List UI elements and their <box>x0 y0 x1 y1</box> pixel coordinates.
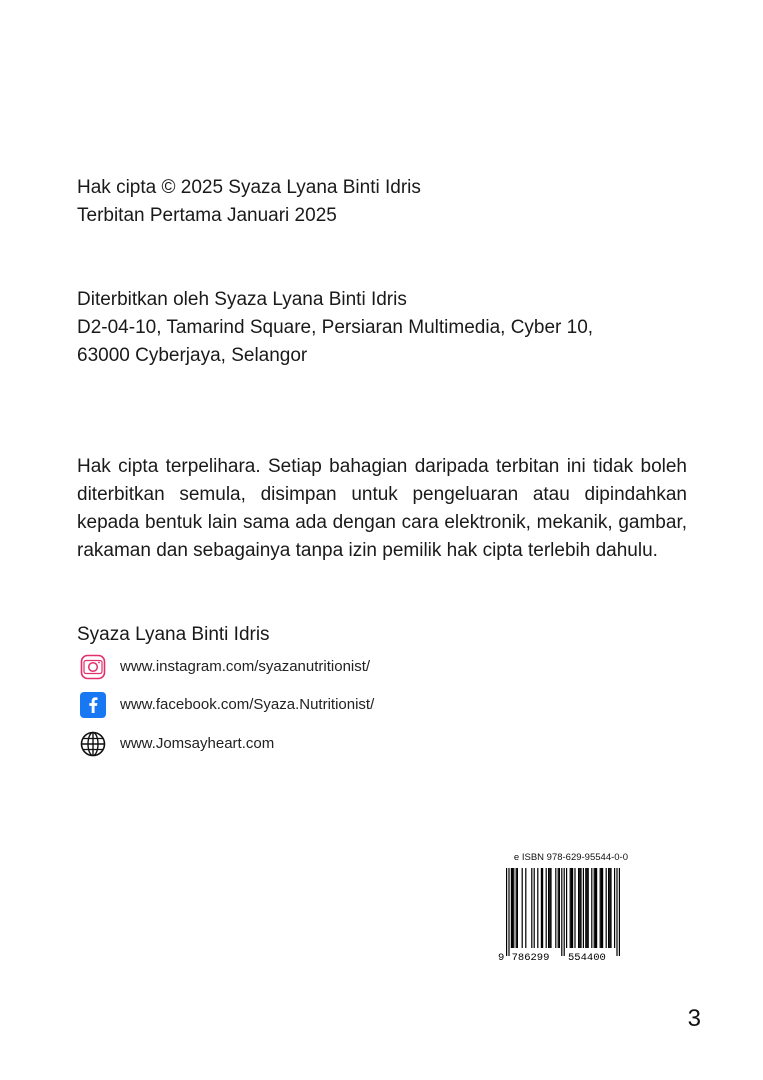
barcode-bar <box>522 868 523 948</box>
rights-block <box>77 453 687 565</box>
barcode-graphic <box>496 868 628 964</box>
website-link[interactable]: www.Jomsayheart.com <box>120 735 275 752</box>
author-name: Syaza Lyana Binti Idris <box>77 624 270 645</box>
globe-icon <box>79 730 107 758</box>
barcode-bar <box>508 868 509 956</box>
instagram-icon <box>79 653 107 681</box>
barcode-bar <box>550 868 551 948</box>
instagram-link[interactable]: www.instagram.com/syazanutritionist/ <box>120 658 371 675</box>
isbn-label: e ISBN 978-629-95544-0-0 <box>513 852 628 863</box>
barcode-bar <box>559 868 560 948</box>
website-row[interactable] <box>79 730 274 758</box>
barcode-bar <box>537 868 538 948</box>
barcode-bar <box>596 868 597 948</box>
first-edition-line: Terbitan Pertama Januari 2025 <box>77 205 337 226</box>
barcode-bar <box>511 868 512 948</box>
barcode-bar <box>555 868 556 948</box>
barcode-digits: 9 <box>498 952 505 964</box>
barcode-bar <box>616 868 617 956</box>
publisher-block <box>77 286 593 370</box>
publisher-line: Diterbitkan oleh Syaza Lyana Binti Idris <box>77 289 407 310</box>
barcode-bar <box>619 868 620 956</box>
barcode-bar <box>513 868 514 948</box>
instagram-row[interactable] <box>79 653 370 681</box>
barcode-bar <box>578 868 579 948</box>
isbn-barcode <box>496 852 628 964</box>
page-number: 3 <box>687 1005 701 1032</box>
barcode-bar <box>601 868 602 948</box>
barcode-bar <box>570 868 571 948</box>
barcode-bar <box>580 868 581 948</box>
barcode-bar <box>606 868 607 948</box>
barcode-bar <box>600 868 601 948</box>
barcode-bar <box>583 868 584 948</box>
address-line-2: 63000 Cyberjaya, Selangor <box>77 345 308 366</box>
facebook-row[interactable] <box>79 691 374 719</box>
barcode-bar <box>512 868 513 948</box>
barcode-bar <box>602 868 603 948</box>
barcode-bar <box>585 868 586 948</box>
barcode-bar <box>525 868 526 948</box>
barcode-bar <box>549 868 550 948</box>
barcode-digits: 786299 <box>511 952 550 964</box>
barcode-bar <box>558 868 559 948</box>
barcode-bar <box>561 868 562 956</box>
barcode-bar <box>586 868 587 948</box>
barcode-bar <box>610 868 611 948</box>
barcode-bar <box>541 868 542 948</box>
barcode-bar <box>571 868 572 948</box>
barcode-bar <box>574 868 575 948</box>
barcode-bar <box>614 868 615 948</box>
barcode-bar <box>548 868 549 948</box>
barcode-bar <box>591 868 592 948</box>
barcode-bar <box>542 868 543 948</box>
barcode-bar <box>609 868 610 948</box>
barcode-bar <box>588 868 589 948</box>
barcode-bar <box>517 868 518 948</box>
barcode-bar <box>566 868 567 948</box>
barcode-bar <box>572 868 573 948</box>
barcode-bar <box>516 868 517 948</box>
barcode-bar <box>608 868 609 948</box>
copyright-line: Hak cipta © 2025 Syaza Lyana Binti Idris <box>77 177 421 198</box>
barcode-bar <box>594 868 595 948</box>
copyright-block <box>77 174 421 230</box>
barcode-bar <box>531 868 532 948</box>
facebook-link[interactable]: www.facebook.com/Syaza.Nutritionist/ <box>120 696 375 713</box>
barcode-digits: 554400 <box>568 952 606 964</box>
barcode-bar <box>546 868 547 948</box>
barcode-bar <box>579 868 580 948</box>
rights-paragraph: Hak cipta terpelihara. Setiap bahagian daripada terbitan ini tidak boleh diterbitkan semula, disimpan untuk pengeluaran atau dipindahkan kepada bentuk lain sama ada dengan cara elektronik, mekanik, gambar, rakaman dan sebagainya tanpa izin pemilik hak cipta terlebih dahulu. <box>77 456 687 561</box>
barcode-bar <box>506 868 507 956</box>
barcode-bar <box>595 868 596 948</box>
barcode-bar <box>564 868 565 956</box>
address-line-1: D2-04-10, Tamarind Square, Persiaran Multimedia, Cyber 10, <box>77 317 594 338</box>
facebook-icon <box>79 691 107 719</box>
barcode-bar <box>534 868 535 948</box>
